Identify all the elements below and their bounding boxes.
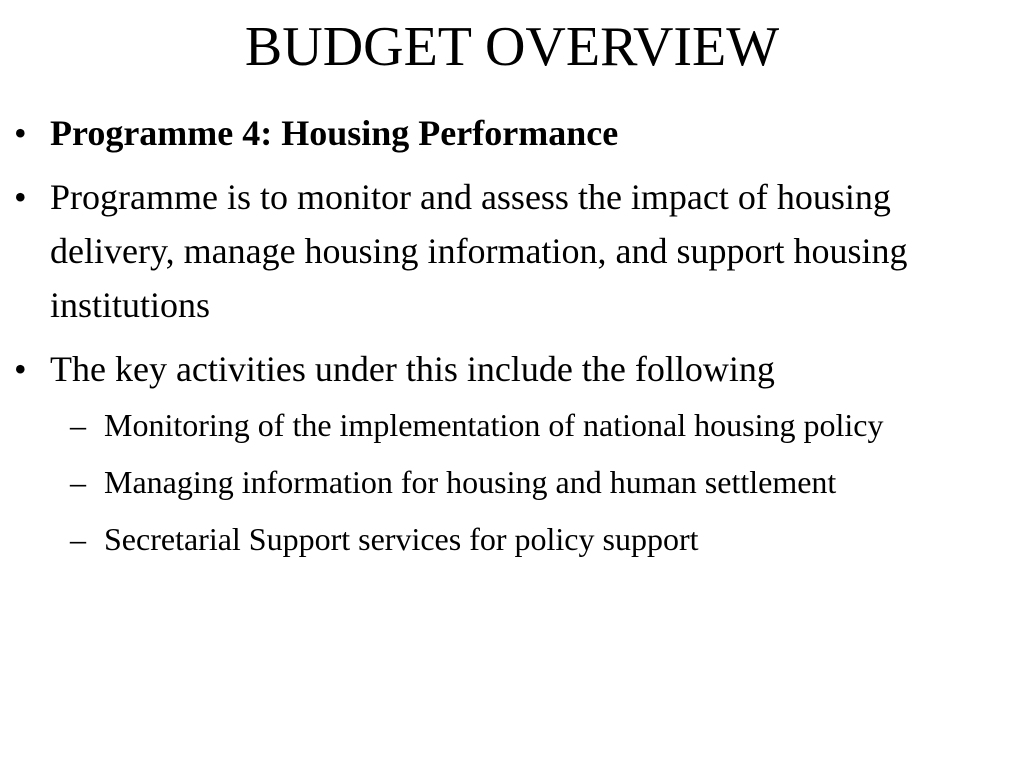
sub-bullet-item bbox=[60, 516, 1014, 562]
bullet-item bbox=[14, 106, 1014, 160]
bullet-list bbox=[14, 106, 1014, 573]
bullet-text: The key activities under this include the following bbox=[50, 349, 775, 389]
sub-bullet-marker: – bbox=[70, 521, 86, 557]
bullet-text: Programme 4: Housing Performance bbox=[50, 113, 619, 153]
sub-bullet-list bbox=[50, 402, 1014, 562]
bullet-item bbox=[14, 342, 1014, 562]
sub-bullet-text: Managing information for housing and human settlement bbox=[104, 464, 837, 500]
slide-title: BUDGET OVERVIEW bbox=[244, 16, 780, 78]
sub-bullet-item bbox=[60, 459, 1014, 505]
sub-bullet-text: Secretarial Support services for policy support bbox=[104, 521, 699, 557]
sub-bullet-item bbox=[60, 402, 1014, 448]
bullet-item bbox=[14, 170, 1014, 332]
sub-bullet-text: Monitoring of the implementation of national housing policy bbox=[104, 407, 884, 443]
bullet-text: Programme is to monitor and assess the impact of housing delivery, manage housing information, and support housing institutions bbox=[50, 177, 908, 325]
bullet-marker: • bbox=[14, 349, 27, 389]
sub-bullet-marker: – bbox=[70, 407, 86, 443]
bullet-marker: • bbox=[14, 177, 27, 217]
bullet-marker: • bbox=[14, 113, 27, 153]
sub-bullet-marker: – bbox=[70, 464, 86, 500]
